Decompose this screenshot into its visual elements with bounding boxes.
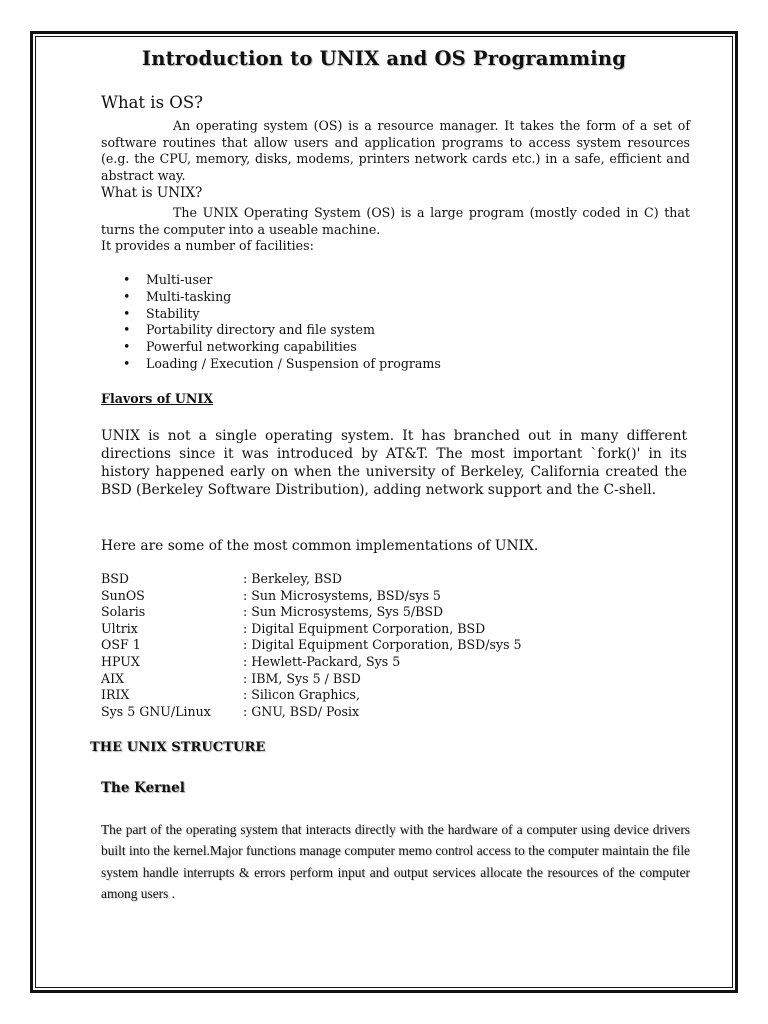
implementations-intro: Here are some of the most common implementations of UNIX. xyxy=(101,538,539,554)
heading-flavors: Flavors of UNIX xyxy=(101,391,214,406)
list-item: • Multi-user xyxy=(120,272,441,289)
impl-name: SunOS xyxy=(101,587,145,603)
impl-desc: : Berkeley, BSD xyxy=(243,571,342,586)
table-row xyxy=(101,671,661,688)
heading-what-is-os: What is OS? xyxy=(101,93,203,112)
impl-name: BSD xyxy=(101,571,129,586)
list-item: • Powerful networking capabilities xyxy=(120,339,441,356)
table-row xyxy=(101,654,661,671)
list-item: • Stability xyxy=(120,306,441,323)
impl-name: Sys 5 GNU/Linux xyxy=(101,703,211,719)
page-title: Introduction to UNIX and OS Programming xyxy=(141,47,627,70)
impl-name: AIX xyxy=(101,670,125,686)
unix-paragraph-text: The UNIX Operating System (OS) is a large program (mostly coded in C) that turns the computer into a useable machine. xyxy=(101,205,690,237)
heading-what-is-unix: What is UNIX? xyxy=(101,185,203,201)
impl-desc: : Sun Microsystems, BSD/sys 5 xyxy=(243,587,441,603)
impl-name: Ultrix xyxy=(101,620,138,636)
list-item: • Loading / Execution / Suspension of programs xyxy=(120,356,441,373)
table-row xyxy=(101,704,661,721)
impl-desc: : Digital Equipment Corporation, BSD/sys 5 xyxy=(243,637,522,653)
impl-desc: : Sun Microsystems, Sys 5/BSD xyxy=(243,604,444,620)
kernel-paragraph xyxy=(101,819,690,905)
table-row xyxy=(101,637,661,654)
impl-desc: : Hewlett-Packard, Sys 5 xyxy=(243,654,401,669)
table-row xyxy=(101,687,661,704)
impl-desc: : IBM, Sys 5 / BSD xyxy=(243,670,361,686)
list-item: • Portability directory and file system xyxy=(120,322,441,339)
impl-name: HPUX xyxy=(101,654,140,669)
impl-name: OSF 1 xyxy=(101,637,141,653)
list-item: • Multi-tasking xyxy=(120,289,441,306)
facilities-intro: It provides a number of facilities: xyxy=(101,238,314,253)
os-paragraph-text: An operating system (OS) is a resource manager. It takes the form of a set of software routines that allow users and application programs to access system resources (e.g. the CPU, memory, disks, modems, printers network cards etc.) in a safe, efficient and abstract way. xyxy=(101,118,690,183)
facilities-list xyxy=(120,272,441,373)
impl-desc: : Silicon Graphics, xyxy=(243,687,361,703)
kernel-paragraph-text: The part of the operating system that interacts directly with the hardware of a computer using device drivers built into the kernel.Major functions manage computer memo control access to the computer maintain the file system handle interrupts & errors perform input and output services allocate the resources of the computer among users . xyxy=(101,822,690,902)
heading-unix-structure: THE UNIX STRUCTURE xyxy=(90,740,266,755)
os-paragraph xyxy=(101,118,690,184)
unix-paragraph xyxy=(101,205,690,238)
table-row xyxy=(101,588,661,605)
impl-desc: : GNU, BSD/ Posix xyxy=(243,703,360,719)
impl-name: Solaris xyxy=(101,604,146,620)
table-row xyxy=(101,571,661,588)
flavors-paragraph: UNIX is not a single operating system. It has branched out in many different directions since it was introduced by AT&T. The most important `fork()' in its history happened early on when the university of Berkeley, California created the BSD (Berkeley Software Distribution), adding network support and the C-shell. xyxy=(101,428,687,498)
table-row xyxy=(101,604,661,621)
table-row xyxy=(101,621,661,638)
impl-name: IRIX xyxy=(101,687,130,703)
heading-kernel: The Kernel xyxy=(101,780,185,796)
impl-desc: : Digital Equipment Corporation, BSD xyxy=(243,620,486,636)
